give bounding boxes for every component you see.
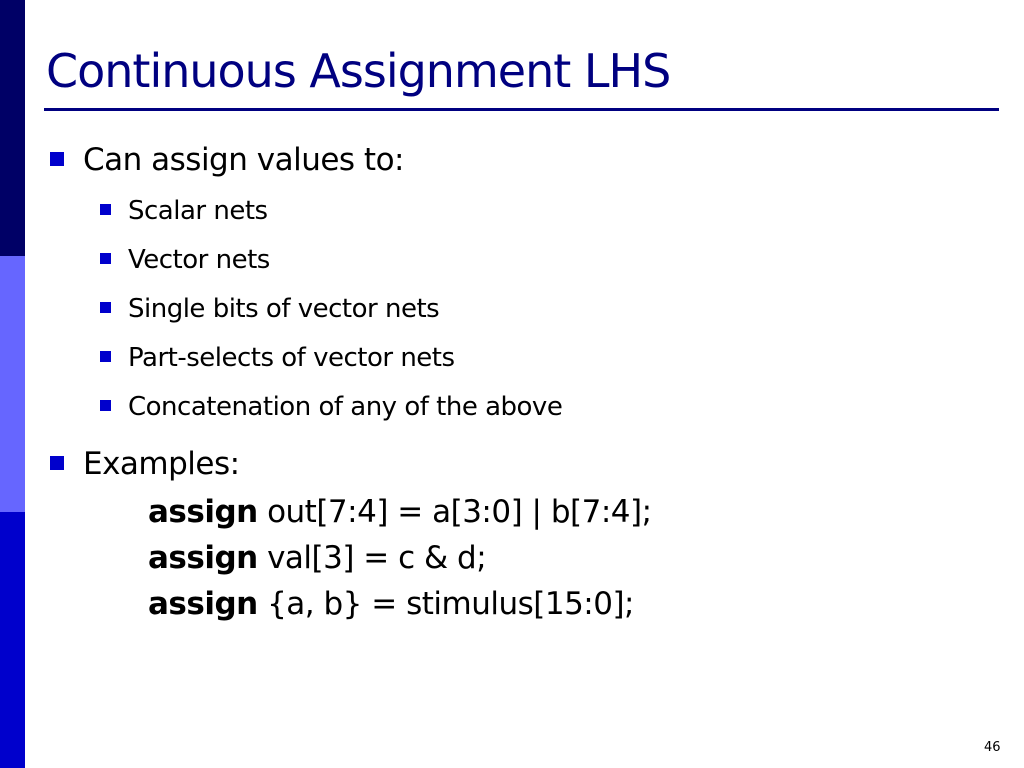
subbullet-text: Part-selects of vector nets: [128, 343, 455, 373]
sidebar-accent-top: [0, 0, 25, 256]
code-example-1: [148, 491, 652, 533]
code-statement: {a, b} = stimulus[15:0];: [257, 586, 635, 622]
square-bullet-icon: [100, 351, 111, 362]
square-bullet-icon: [100, 253, 111, 264]
square-bullet-icon: [100, 302, 111, 313]
page-number: 46: [984, 740, 1001, 755]
sidebar-accent-bottom: [0, 512, 25, 768]
square-bullet-icon: [50, 152, 64, 166]
code-keyword: assign: [148, 494, 258, 530]
code-statement: val[3] = c & d;: [257, 540, 487, 576]
bullet-text: Examples:: [83, 446, 240, 482]
code-example-3: [148, 583, 634, 625]
subbullet-text: Scalar nets: [128, 196, 268, 226]
square-bullet-icon: [50, 456, 64, 470]
title-underline: [44, 108, 999, 111]
subbullet-text: Vector nets: [128, 245, 270, 275]
subbullet-text: Single bits of vector nets: [128, 294, 440, 324]
square-bullet-icon: [100, 204, 111, 215]
code-example-2: [148, 537, 486, 579]
subbullet-text: Concatenation of any of the above: [128, 392, 563, 422]
sidebar-accent-middle: [0, 256, 25, 512]
square-bullet-icon: [100, 400, 111, 411]
code-keyword: assign: [148, 586, 258, 622]
code-statement: out[7:4] = a[3:0] | b[7:4];: [257, 494, 652, 530]
slide-title: Continuous Assignment LHS: [46, 44, 671, 98]
bullet-text: Can assign values to:: [83, 142, 404, 178]
code-keyword: assign: [148, 540, 258, 576]
